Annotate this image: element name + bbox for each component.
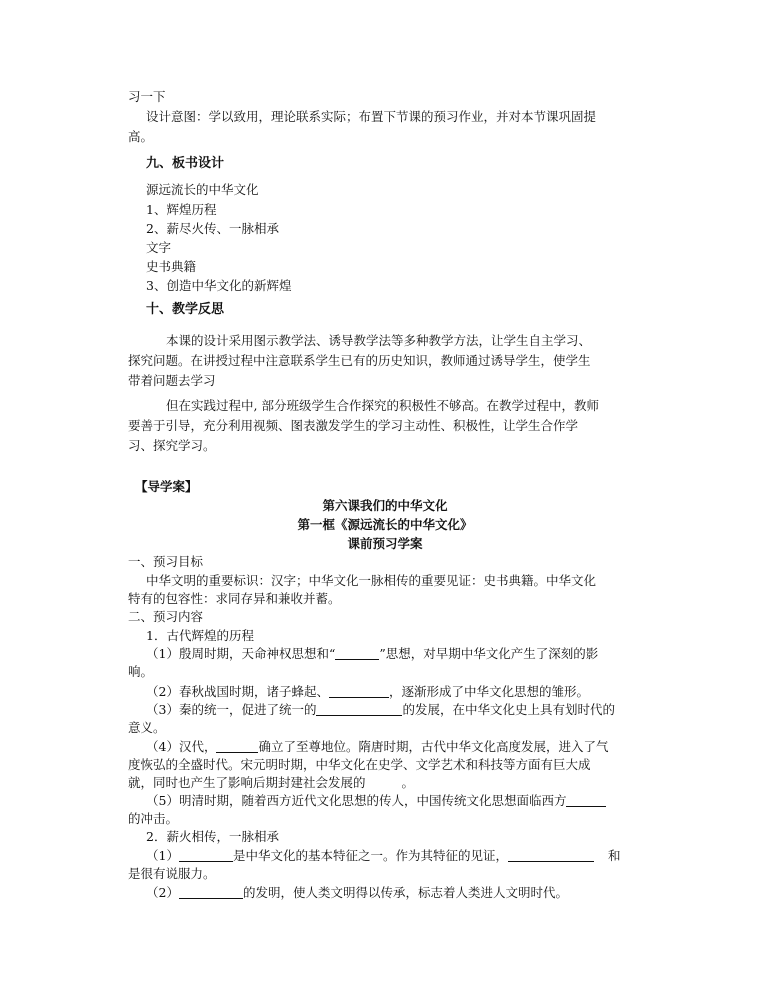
question-1-2: （2）春秋战国时期，诸子蜂起、 ，逐渐形成了中华文化思想的雏形。 — [146, 684, 589, 699]
question-1-heading: 1．古代辉煌的历程 — [146, 628, 254, 643]
question-1-1: （1）殷周时期，天命神权思想和“ ”思想，对早期中华文化产生了深刻的影 — [146, 646, 599, 661]
lesson-title: 第六课我们的中华文化 — [322, 498, 448, 513]
reflection-p1-l2: 探究问题。在讲授过程中注意联系学生已有的历史知识，教师通过诱导学生，使学生 — [128, 353, 591, 368]
reflection-p1-l1: 本课的设计采用图示教学法、诱导教学法等多种教学方法，让学生自主学习、 — [166, 333, 592, 348]
question-1-3: （3）秦的统一，促进了统一的 的发展，在中华文化史上具有划时代的 — [146, 702, 615, 717]
answer-blank[interactable] — [508, 847, 594, 862]
reflection-p2-l1: 但在实践过程中, 部分班级学生合作探究的积极性不够高。在教学过程中，教师 — [166, 398, 599, 413]
answer-blank[interactable] — [566, 792, 606, 807]
answer-blank[interactable] — [179, 884, 243, 899]
board-title: 源远流长的中华文化 — [146, 182, 259, 197]
board-item-3: 3、创造中华文化的新辉煌 — [146, 278, 292, 293]
answer-blank[interactable] — [179, 847, 233, 862]
answer-blank[interactable] — [316, 701, 402, 716]
question-2-2: （2） 的发明，使人类文明得以传承，标志着人类进人文明时代。 — [146, 885, 568, 900]
board-sub-2: 史书典籍 — [146, 259, 197, 274]
question-2-1: （1） 是中华文化的基本特征之一。作为其特征的见证， 和 — [146, 848, 621, 863]
reflection-p2-l2: 要善于引导，充分利用视频、图表激发学生的学习主动性、积极性，让学生合作学 — [128, 418, 579, 433]
preview-title: 课前预习学案 — [347, 536, 423, 551]
section-title: 第一框《源远流长的中华文化》 — [297, 517, 473, 532]
answer-blank[interactable] — [216, 738, 258, 753]
question-1-4: （4）汉代， 确立了至尊地位。隋唐时期，古代中华文化高度发展，进入了气 — [146, 739, 609, 754]
board-sub-1: 文字 — [146, 240, 172, 255]
question-1-3-cont: 意义。 — [128, 720, 166, 735]
board-item-1: 1、辉煌历程 — [146, 202, 217, 217]
question-1-5-cont: 的冲击。 — [128, 811, 179, 826]
text-fragment: 习一下 — [128, 89, 166, 104]
preview-goal-l2: 特有的包容性：求同存异和兼收并蓄。 — [128, 591, 341, 606]
answer-blank[interactable] — [335, 645, 379, 660]
question-1-1-cont: 响。 — [128, 664, 154, 679]
preview-goal-heading: 一、预习目标 — [128, 554, 204, 569]
design-intent: 设计意图：学以致用，理论联系实际；布置下节课的预习作业，并对本节课巩固提 — [146, 109, 597, 124]
reflection-p1-l3: 带着问题去学习 — [128, 373, 216, 388]
answer-blank[interactable] — [329, 683, 389, 698]
reflection-heading: 十、教学反思 — [146, 302, 225, 317]
question-2-heading: 2．薪火相传，一脉相承 — [146, 829, 279, 844]
preview-goal-l1: 中华文明的重要标识：汉字；中华文化一脉相传的重要见证：史书典籍。中华文化 — [146, 573, 597, 588]
question-1-4-cont2: 就，同时也产生了影响后期封建社会发展的 。 — [128, 775, 415, 790]
preview-content-heading: 二、预习内容 — [128, 609, 204, 624]
question-1-4-cont1: 度恢弘的全盛时代。宋元明时期，中华文化在史学、文学艺术和科技等方面有巨大成 — [128, 757, 591, 772]
board-item-2: 2、薪尽火传、一脉相承 — [146, 221, 279, 236]
question-1-5: （5）明清时期，随着西方近代文化思想的传人，中国传统文化思想面临西方 — [146, 792, 606, 810]
question-2-1-cont: 是很有说服力。 — [128, 866, 216, 881]
reflection-p2-l3: 习、探究学习。 — [128, 438, 216, 453]
design-intent-cont: 高。 — [128, 129, 154, 144]
board-design-heading: 九、板书设计 — [146, 156, 225, 171]
guide-label: 【导学案】 — [135, 479, 198, 494]
